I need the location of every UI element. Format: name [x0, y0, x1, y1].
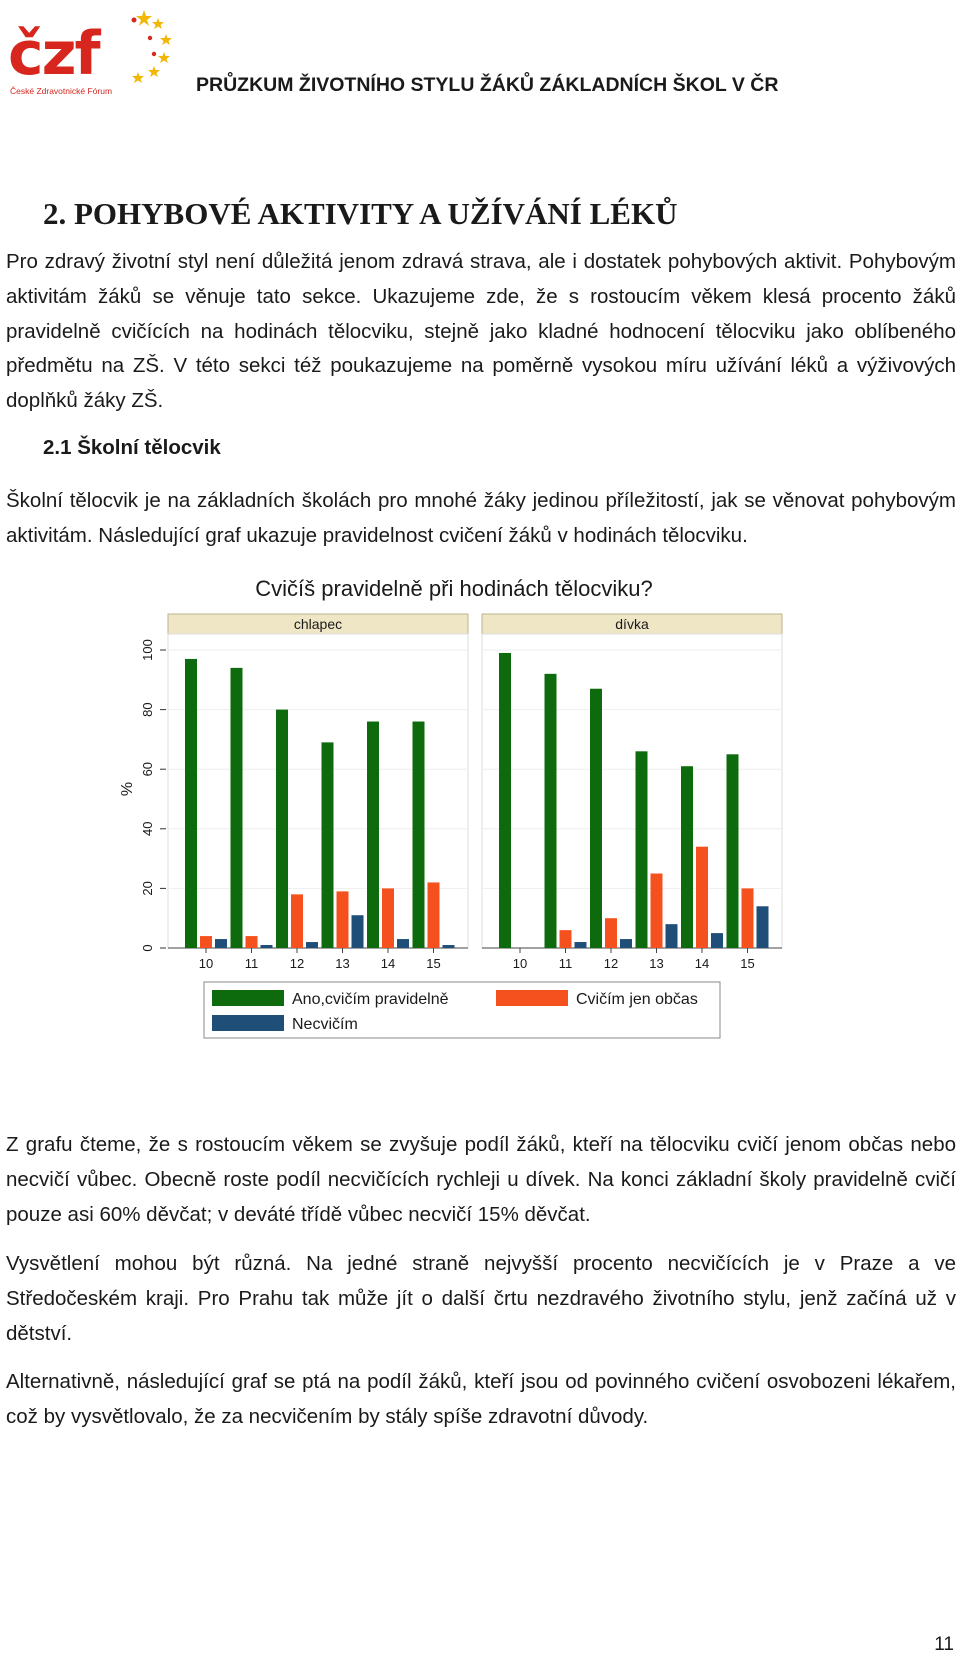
y-tick-label: 0 — [140, 944, 155, 952]
panel-header-label: dívka — [615, 616, 649, 632]
bar — [443, 945, 455, 948]
x-tick-label: 12 — [603, 956, 619, 971]
x-tick-label: 13 — [335, 956, 350, 971]
bar — [413, 722, 425, 948]
bar — [291, 894, 303, 948]
legend-swatch — [496, 990, 568, 1006]
legend-label: Ano,cvičím pravidelně — [292, 991, 449, 1008]
logo-subtitle: České Zdravotnické Fórum — [10, 86, 113, 96]
bar — [185, 659, 197, 948]
bar — [306, 942, 318, 948]
x-tick-label: 12 — [289, 956, 305, 971]
logo-text: čzf — [8, 19, 99, 89]
bar — [397, 939, 409, 948]
bar — [620, 939, 632, 948]
bar — [711, 933, 723, 948]
section-heading: 2. POHYBOVÉ AKTIVITY A UŽÍVÁNÍ LÉKŮ — [43, 196, 678, 231]
bar — [367, 722, 379, 948]
y-axis-label: % — [119, 781, 136, 797]
bar — [276, 710, 288, 948]
bar — [428, 882, 440, 948]
bar — [575, 942, 587, 948]
x-tick-label: 14 — [380, 956, 396, 971]
x-tick-label: 15 — [426, 956, 441, 971]
x-tick-label: 14 — [694, 956, 710, 971]
y-tick-label: 100 — [140, 639, 155, 661]
intro-paragraph: Pro zdravý životní styl není důležitá jenom zdravá strava, ale i dostatek pohybových aktivit. Pohybovým aktivitám žáků se věnuje tato sekce. Ukazujeme zde, že s rostoucím věkem klesá procento žáků pravidelně cvičících na hodinách tělocviku, stejně jako kladné hodnocení tělocviku jako oblíbeného předmětu na ZŠ. V této sekci též poukazujeme na poměrně vysokou míru užívání léků a výživových doplňků žáky ZŠ. — [6, 250, 956, 413]
bar — [200, 936, 212, 948]
chart-commentary-3: Alternativně, následující graf se ptá na podíl žáků, kteří jsou od povinného cvičení osvobozeni lékařem, což by vysvětlovalo, že za necvičením by stály spíše zdravotní důvody. — [6, 1370, 956, 1428]
bar — [590, 689, 602, 948]
x-tick-label: 11 — [244, 956, 259, 971]
bar — [352, 915, 364, 948]
x-tick-label: 10 — [512, 956, 528, 971]
bar — [231, 668, 243, 948]
chart-svg — [108, 576, 838, 1098]
bar — [696, 847, 708, 948]
legend-label: Necvičím — [292, 1016, 358, 1033]
chart-commentary-2: Vysvětlení mohou být různá. Na jedné straně nejvyšší procento necvičících je v Praze a ve Středočeském kraji. Pro Prahu tak může jít o další črtu nezdravého životního stylu, jenž začíná už v dětství. — [6, 1252, 956, 1345]
x-tick-label: 10 — [198, 956, 214, 971]
exercise-chart — [108, 576, 838, 1098]
document-header-title: PRŮZKUM ŽIVOTNÍHO STYLU ŽÁKŮ ZÁKLADNÍCH ŠKOL V ČR — [196, 74, 779, 96]
czf-logo — [4, 6, 164, 98]
bar — [742, 888, 754, 948]
bar — [560, 930, 572, 948]
bar — [666, 924, 678, 948]
page-number: 11 — [934, 1634, 954, 1655]
chart-commentary-1: Z grafu čteme, že s rostoucím věkem se zvyšuje podíl žáků, kteří na tělocviku cvičí jenom občas nebo necvičí vůbec. Obecně roste podíl necvičících rychleji u dívek. Na konci základní školy pravidelně cvičí pouze asi 60% děvčat; v deváté třídě vůbec necvičí 15% děvčat. — [6, 1133, 956, 1226]
x-tick-label: 11 — [558, 956, 573, 971]
chart-body — [119, 576, 782, 1038]
bar — [681, 766, 693, 948]
bar — [337, 891, 349, 948]
bar — [499, 653, 511, 948]
panel-header-label: chlapec — [293, 616, 343, 632]
bar — [727, 754, 739, 948]
y-tick-label: 80 — [140, 702, 155, 717]
bar — [215, 939, 227, 948]
bar — [322, 742, 334, 948]
subsection-paragraph: Školní tělocvik je na základních školách pro mnohé žáky jedinou příležitostí, jak se věnovat pohybovým aktivitám. Následující graf ukazuje pravidelnost cvičení žáků v hodinách tělocviku. — [6, 489, 956, 547]
logo-stars-icon — [114, 8, 174, 88]
legend-label: Cvičím jen občas — [576, 991, 698, 1008]
bar — [246, 936, 258, 948]
bar — [636, 751, 648, 948]
legend-swatch — [212, 1015, 284, 1031]
subsection-heading: 2.1 Školní tělocvik — [43, 436, 221, 459]
y-tick-label: 60 — [140, 761, 155, 777]
bar — [757, 906, 769, 948]
bar — [261, 945, 273, 948]
bar — [382, 888, 394, 948]
bar — [545, 674, 557, 948]
y-tick-label: 20 — [140, 881, 155, 896]
chart-title: Cvičíš pravidelně při hodinách tělocviku? — [255, 576, 653, 601]
x-tick-label: 13 — [649, 956, 664, 971]
legend-swatch — [212, 990, 284, 1006]
bar — [651, 874, 663, 949]
x-tick-label: 15 — [740, 956, 755, 971]
y-tick-label: 40 — [140, 821, 155, 837]
bar — [605, 918, 617, 948]
